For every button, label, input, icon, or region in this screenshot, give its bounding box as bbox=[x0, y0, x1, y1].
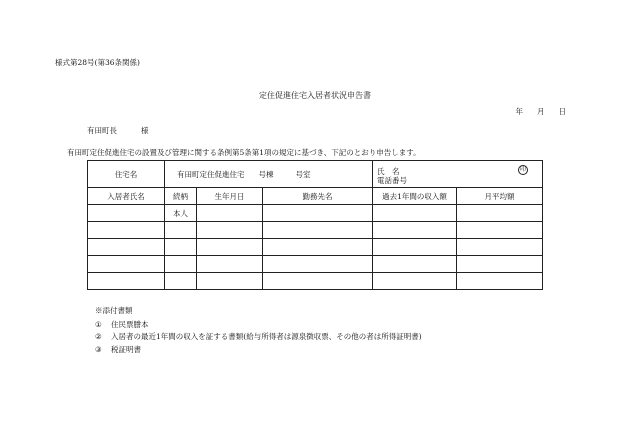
phone-label: 電話番号 bbox=[377, 176, 408, 185]
table-cell bbox=[263, 222, 373, 239]
table-cell bbox=[165, 273, 197, 290]
date-day: 日 bbox=[558, 107, 566, 116]
tenant-table bbox=[87, 160, 543, 290]
table-row bbox=[88, 205, 543, 222]
attachment-text: 入居者の最近1年間の収入を証する書類(給与所得者は源泉徴収票、その他の者は所得証明書) bbox=[111, 332, 422, 341]
header-cell: 生年月日 bbox=[197, 188, 263, 205]
table-cell bbox=[263, 205, 373, 222]
header-cell: 勤務先名 bbox=[263, 188, 373, 205]
header-cell: 過去1年間の収入額 bbox=[373, 188, 457, 205]
table-cell bbox=[263, 273, 373, 290]
attachment-item bbox=[95, 346, 141, 354]
table-cell bbox=[373, 205, 457, 222]
table-cell bbox=[457, 256, 543, 273]
table-cell bbox=[263, 239, 373, 256]
attachments-heading: ※添付書類 bbox=[95, 306, 133, 315]
table-cell bbox=[88, 239, 165, 256]
header-cell: 入居者氏名 bbox=[88, 188, 165, 205]
table-row bbox=[88, 273, 543, 290]
table-cell bbox=[197, 239, 263, 256]
applicant-cell bbox=[373, 161, 543, 188]
form-number: 様式第28号(第36条関係) bbox=[55, 58, 140, 67]
attachment-number: ③ bbox=[95, 345, 102, 354]
room-suffix: 号室 bbox=[295, 169, 311, 179]
table-cell bbox=[197, 256, 263, 273]
table-cell bbox=[165, 239, 197, 256]
statement: 有田町定住促進住宅の設置及び管理に関する条例第5条第1項の規定に基づき、下記のとおり申告します。 bbox=[67, 148, 421, 157]
table-cell bbox=[373, 273, 457, 290]
table-cell bbox=[373, 239, 457, 256]
attachment-number: ② bbox=[95, 332, 102, 341]
document-title: 定住促進住宅入居者状況申告書 bbox=[259, 91, 371, 100]
date-year: 年 bbox=[515, 107, 523, 116]
addressee-honorific: 様 bbox=[141, 126, 149, 135]
date-line bbox=[502, 108, 567, 116]
housing-value: 有田町定住促進住宅 bbox=[177, 169, 245, 179]
housing-row bbox=[88, 161, 543, 188]
table-cell bbox=[373, 222, 457, 239]
table-cell bbox=[88, 222, 165, 239]
attachment-item bbox=[95, 333, 422, 341]
table-cell bbox=[457, 273, 543, 290]
table-cell bbox=[88, 273, 165, 290]
table-cell bbox=[457, 205, 543, 222]
table-row bbox=[88, 239, 543, 256]
table-cell bbox=[88, 256, 165, 273]
header-row bbox=[88, 188, 543, 205]
header-cell: 月平均額 bbox=[457, 188, 543, 205]
table-cell bbox=[165, 222, 197, 239]
date-month: 月 bbox=[537, 107, 545, 116]
table-cell bbox=[457, 222, 543, 239]
table-cell bbox=[165, 256, 197, 273]
table-cell bbox=[373, 256, 457, 273]
housing-label: 住宅名 bbox=[88, 161, 165, 188]
table-cell bbox=[197, 273, 263, 290]
attachment-text: 住民票謄本 bbox=[111, 320, 149, 329]
attachment-item bbox=[95, 321, 149, 329]
table-cell bbox=[88, 205, 165, 222]
table-cell bbox=[197, 222, 263, 239]
table-cell bbox=[197, 205, 263, 222]
table-cell: 本人 bbox=[165, 205, 197, 222]
table-cell bbox=[263, 256, 373, 273]
building-suffix: 号棟 bbox=[258, 169, 274, 179]
addressee-name: 有田町長 bbox=[87, 126, 117, 135]
table-row bbox=[88, 256, 543, 273]
housing-value-cell bbox=[165, 161, 373, 188]
attachment-number: ① bbox=[95, 320, 102, 329]
name-label: 氏 名 bbox=[377, 167, 400, 176]
seal-mark: 印 bbox=[520, 166, 527, 173]
addressee bbox=[87, 127, 149, 135]
table-row bbox=[88, 222, 543, 239]
header-cell: 続柄 bbox=[165, 188, 197, 205]
attachment-text: 税証明書 bbox=[111, 345, 141, 354]
table-cell bbox=[457, 239, 543, 256]
